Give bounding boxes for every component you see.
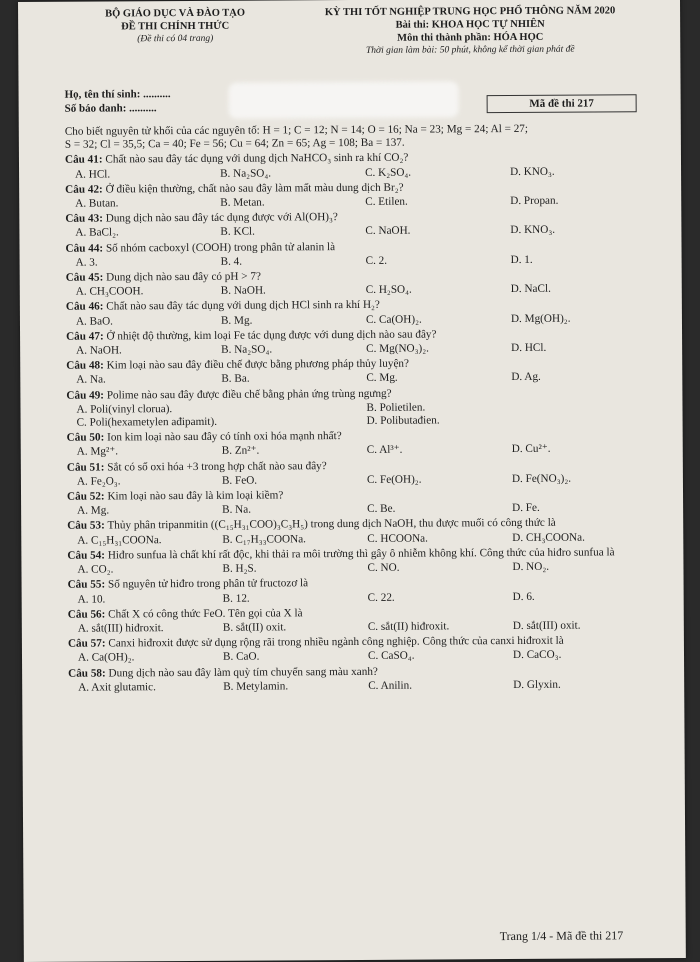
question-item [65, 239, 655, 270]
answer-option: B. H₂S. [222, 562, 257, 575]
question-item [66, 327, 656, 358]
answer-option: D. Fe. [512, 502, 540, 515]
answer-option: C. Ca(OH)₂. [365, 313, 422, 326]
question-number: Câu 55: [67, 578, 106, 592]
question-item [65, 209, 655, 240]
question-number: Câu 57: [67, 637, 106, 650]
answer-option: A. BaO. [75, 315, 113, 328]
answer-option: D. Glyxin. [513, 678, 561, 691]
question-text: Dung dịch nào sau đây có pH > 7? [106, 270, 261, 284]
answer-options [68, 648, 658, 665]
question-number: Câu 50: [66, 431, 105, 444]
answer-option: A. NaOH. [76, 344, 122, 357]
answer-options [67, 560, 657, 577]
question-number: Câu 49: [66, 389, 105, 402]
answer-option: B. Na. [222, 503, 252, 517]
answer-option: A. Poli(vinyl clorua). [76, 402, 173, 416]
answer-option: B. Metan. [220, 196, 265, 209]
question-item [68, 575, 658, 606]
question-item [66, 356, 656, 387]
answer-option: B. Metylamin. [223, 680, 289, 693]
question-text: Ở nhiệt độ thường, kim loại Fe tác dụng được với dung dịch nào sau đây? [106, 328, 437, 343]
answer-options [67, 472, 657, 489]
question-item [68, 664, 658, 695]
answer-option: B. KCl. [220, 226, 255, 239]
answer-option: C. Be. [367, 503, 396, 516]
exam-code-box: Mã đề thi 217 [487, 94, 637, 113]
answer-option: D. sắt(III) oxit. [512, 619, 581, 632]
answer-option: B. NaOH. [220, 284, 266, 298]
answer-option: D. CaCO₃. [512, 649, 562, 662]
answer-options [66, 341, 656, 358]
candidate-id-label: Số báo danh: .......... [64, 102, 157, 115]
answer-option: B. Na₂SO₄. [220, 167, 272, 180]
question-text: Canxi hiđroxit được sử dụng rộng rãi trong nhiều ngành công nghiệp. Công thức của canxi hiđroxit là [108, 634, 564, 650]
question-number: Câu 54: [67, 549, 106, 562]
answer-option: C. CaSO₄. [367, 649, 415, 663]
question-number: Câu 43: [65, 212, 103, 225]
question-item [68, 634, 658, 665]
answer-option: B. Mg. [220, 314, 253, 327]
answer-option: D. Cu²⁺. [511, 443, 551, 456]
intro-line-2: S = 32; Cl = 35,5; Ca = 40; Fe = 56; Cu = 64; Zn = 65; Ag = 108; Ba = 137. [64, 136, 405, 151]
answer-option: D. Ag. [511, 371, 541, 384]
answer-options [67, 531, 657, 548]
answer-option: B. CaO. [222, 650, 260, 664]
question-text: Ở điều kiện thường, chất nào sau đây làm mất màu dung dịch Br₂? [105, 181, 404, 196]
answer-option: B. Polietilen. [366, 401, 426, 414]
answer-options [66, 371, 656, 388]
answer-option: C. 22. [367, 591, 395, 604]
answer-option: A. sắt(III) hiđroxit. [77, 622, 164, 635]
official-label: ĐỀ THI CHÍNH THỨC [121, 20, 230, 33]
answer-options [68, 678, 658, 695]
answer-option: C. Mg. [366, 372, 398, 385]
answer-option: C. NO. [367, 561, 400, 574]
question-item [66, 268, 656, 299]
question-text: Polime nào sau đây được điều chế bằng phản ứng trùng ngưng? [106, 387, 392, 402]
answer-option: C. Fe(OH)₂. [366, 473, 422, 486]
answer-option: A. Ca(OH)₂. [77, 651, 135, 664]
answer-option: A. 10. [77, 592, 106, 606]
question-text: Dung dịch nào sau đây làm quỳ tím chuyển sang màu xanh? [108, 665, 378, 679]
answer-option: B. FeO. [221, 474, 258, 487]
question-number: Câu 44: [65, 242, 104, 255]
answer-option: D. Polibutađien. [366, 414, 440, 427]
answer-option: A. Fe₂O₃. [76, 475, 121, 488]
question-number: Câu 48: [66, 359, 104, 372]
answer-option: A. Axit glutamic. [78, 680, 156, 694]
question-item [67, 458, 657, 489]
answer-options [66, 282, 656, 299]
answer-option: C. HCOONa. [367, 532, 428, 545]
question-text: Kim loại nào sau đây điều chế được bằng phương pháp thủy luyện? [106, 357, 410, 372]
exam-header [18, 0, 680, 70]
answer-option: D. Propan. [510, 194, 559, 208]
answer-option: D. Fe(NO₃)₂. [511, 472, 572, 485]
answer-options [68, 619, 658, 636]
answer-option: C. Etilen. [365, 195, 408, 208]
questions-area [65, 122, 658, 695]
answer-option: A. Mg²⁺. [76, 445, 119, 459]
question-item [67, 546, 657, 577]
question-text: Dung dịch nào sau đây tác dụng được với Al(OH)₃? [105, 211, 338, 225]
answer-option: D. NO₂. [512, 560, 550, 574]
question-item [66, 386, 656, 430]
answer-option: A. HCl. [75, 168, 111, 181]
question-item [68, 605, 658, 636]
exam-title: KỲ THI TỐT NGHIỆP TRUNG HỌC PHỔ THÔNG NĂM 2020 [324, 5, 616, 19]
question-item [67, 428, 657, 459]
question-text: Số nguyên tử hiđro trong phân tử fructozơ là [107, 577, 309, 591]
page-count: (Đề thi có 04 trang) [137, 33, 214, 45]
answer-option: C. Anilin. [368, 679, 413, 692]
answer-option: C. K₂SO₄. [365, 166, 412, 179]
answer-option: A. Na. [76, 373, 106, 387]
question-number: Câu 58: [68, 667, 106, 680]
answer-option: D. 1. [510, 253, 533, 266]
answer-option: A. Butan. [75, 197, 119, 210]
question-number: Câu 52: [66, 490, 105, 503]
answer-option: B. 4. [220, 255, 243, 268]
answer-option: D. KNO₃. [510, 224, 556, 237]
answer-options [65, 194, 655, 211]
answer-option: D. NaCl. [510, 283, 551, 296]
intro-line-1: Cho biết nguyên tử khối của các nguyên tố: H = 1; C = 12; N = 14; O = 16; Na = 23; Mg = 24; Al = 27; [64, 122, 529, 138]
answer-option: D. 6. [512, 590, 535, 603]
answer-options [66, 253, 656, 270]
subject-component: Môn thi thành phần: HÓA HỌC [397, 31, 544, 44]
question-text: Chất X có công thức FeO. Tên gọi của X là [108, 606, 303, 621]
answer-options [67, 501, 657, 518]
answer-option: B. C₁₇H₃₃COONa. [222, 532, 307, 546]
answer-option: B. sắt(II) oxit. [222, 621, 287, 634]
question-list [65, 151, 658, 695]
subject-group: Bài thi: KHOA HỌC TỰ NHIÊN [395, 18, 545, 31]
answer-options [65, 165, 655, 182]
question-number: Câu 51: [66, 461, 105, 474]
answer-option: D. KNO₃. [510, 165, 555, 178]
question-item [67, 487, 657, 518]
question-item [67, 517, 657, 548]
answer-option: C. Al³⁺. [366, 444, 403, 457]
question-number: Câu 46: [65, 300, 104, 314]
answer-option: C. Mg(NO₃)₂. [366, 342, 429, 355]
answer-options [66, 400, 656, 430]
answer-option: A. CO₂. [77, 563, 114, 576]
question-number: Câu 47: [66, 330, 104, 343]
answer-option: C. Poli(hexametylen ađipamit). [76, 415, 218, 429]
question-number: Câu 56: [67, 608, 106, 621]
answer-option: C. H₂SO₄. [365, 283, 412, 297]
answer-option: B. Zn²⁺. [221, 445, 260, 458]
answer-option: B. Na₂SO₄. [221, 343, 273, 356]
question-text: Kim loại nào sau đây là kim loại kiềm? [107, 489, 284, 503]
answer-option: C. NaOH. [365, 225, 411, 238]
answer-option: A. CH₃COOH. [75, 285, 144, 298]
answer-option: A. Mg. [77, 504, 110, 517]
answer-option: B. 12. [222, 592, 250, 605]
question-text: Chất nào sau đây tác dụng với dung dịch NaHCO₃ sinh ra khí CO₂? [105, 152, 409, 166]
answer-option: B. Ba. [221, 373, 250, 386]
candidate-name-label: Họ, tên thí sinh: .......... [64, 88, 171, 101]
question-item [66, 298, 656, 329]
ministry-name: BỘ GIÁO DỤC VÀ ĐÀO TẠO [105, 7, 246, 20]
question-text: Ion kim loại nào sau đây có tính oxi hóa mạnh nhất? [107, 430, 342, 444]
question-item [65, 180, 655, 211]
candidate-info [65, 87, 171, 116]
question-number: Câu 53: [67, 519, 105, 533]
answer-options [68, 590, 658, 607]
answer-option: A. C₁₅H₃₁COONa. [77, 533, 162, 547]
question-number: Câu 41: [64, 153, 103, 167]
header-left [80, 6, 270, 46]
answer-options [67, 443, 657, 460]
answer-options [66, 312, 656, 329]
question-text: Sắt có số oxi hóa +3 trong hợp chất nào sau đây? [107, 459, 327, 474]
question-item [65, 151, 655, 182]
question-number: Câu 45: [65, 271, 104, 284]
redacted-area [229, 81, 459, 118]
time-limit: Thời gian làm bài: 50 phút, không kể thời gian phát đề [365, 44, 575, 56]
answer-option: C. 2. [365, 254, 388, 267]
answer-options [65, 224, 655, 241]
atomic-mass-intro [65, 122, 655, 152]
page-footer: Trang 1/4 - Mã đề thi 217 [499, 928, 624, 944]
answer-option: C. sắt(II) hiđroxit. [367, 620, 450, 633]
question-number: Câu 42: [65, 183, 103, 196]
answer-option: A. BaCl₂. [75, 226, 119, 240]
question-text: Hiđro sunfua là chất khí rất độc, khi thải ra môi trường thì gây ô nhiễm không khí. Công thức của hiđro sunfua là [107, 546, 615, 562]
question-text: Chất nào sau đây tác dụng với dung dịch HCl sinh ra khí H₂? [106, 299, 380, 313]
question-text: Thủy phân tripanmitin ((C₁₅H₃₁COO)₃C₃H₅) trong dung dịch NaOH, thu được muối có công thức là [107, 517, 556, 532]
answer-option: D. Mg(OH)₂. [510, 312, 571, 325]
header-right [280, 4, 660, 58]
answer-option: A. 3. [75, 256, 98, 269]
exam-paper [18, 0, 686, 962]
answer-option: D. CH₃COONa. [512, 531, 585, 544]
question-text: Số nhóm cacboxyl (COOH) trong phân tử alanin là [105, 240, 336, 255]
answer-option: D. HCl. [511, 341, 547, 355]
